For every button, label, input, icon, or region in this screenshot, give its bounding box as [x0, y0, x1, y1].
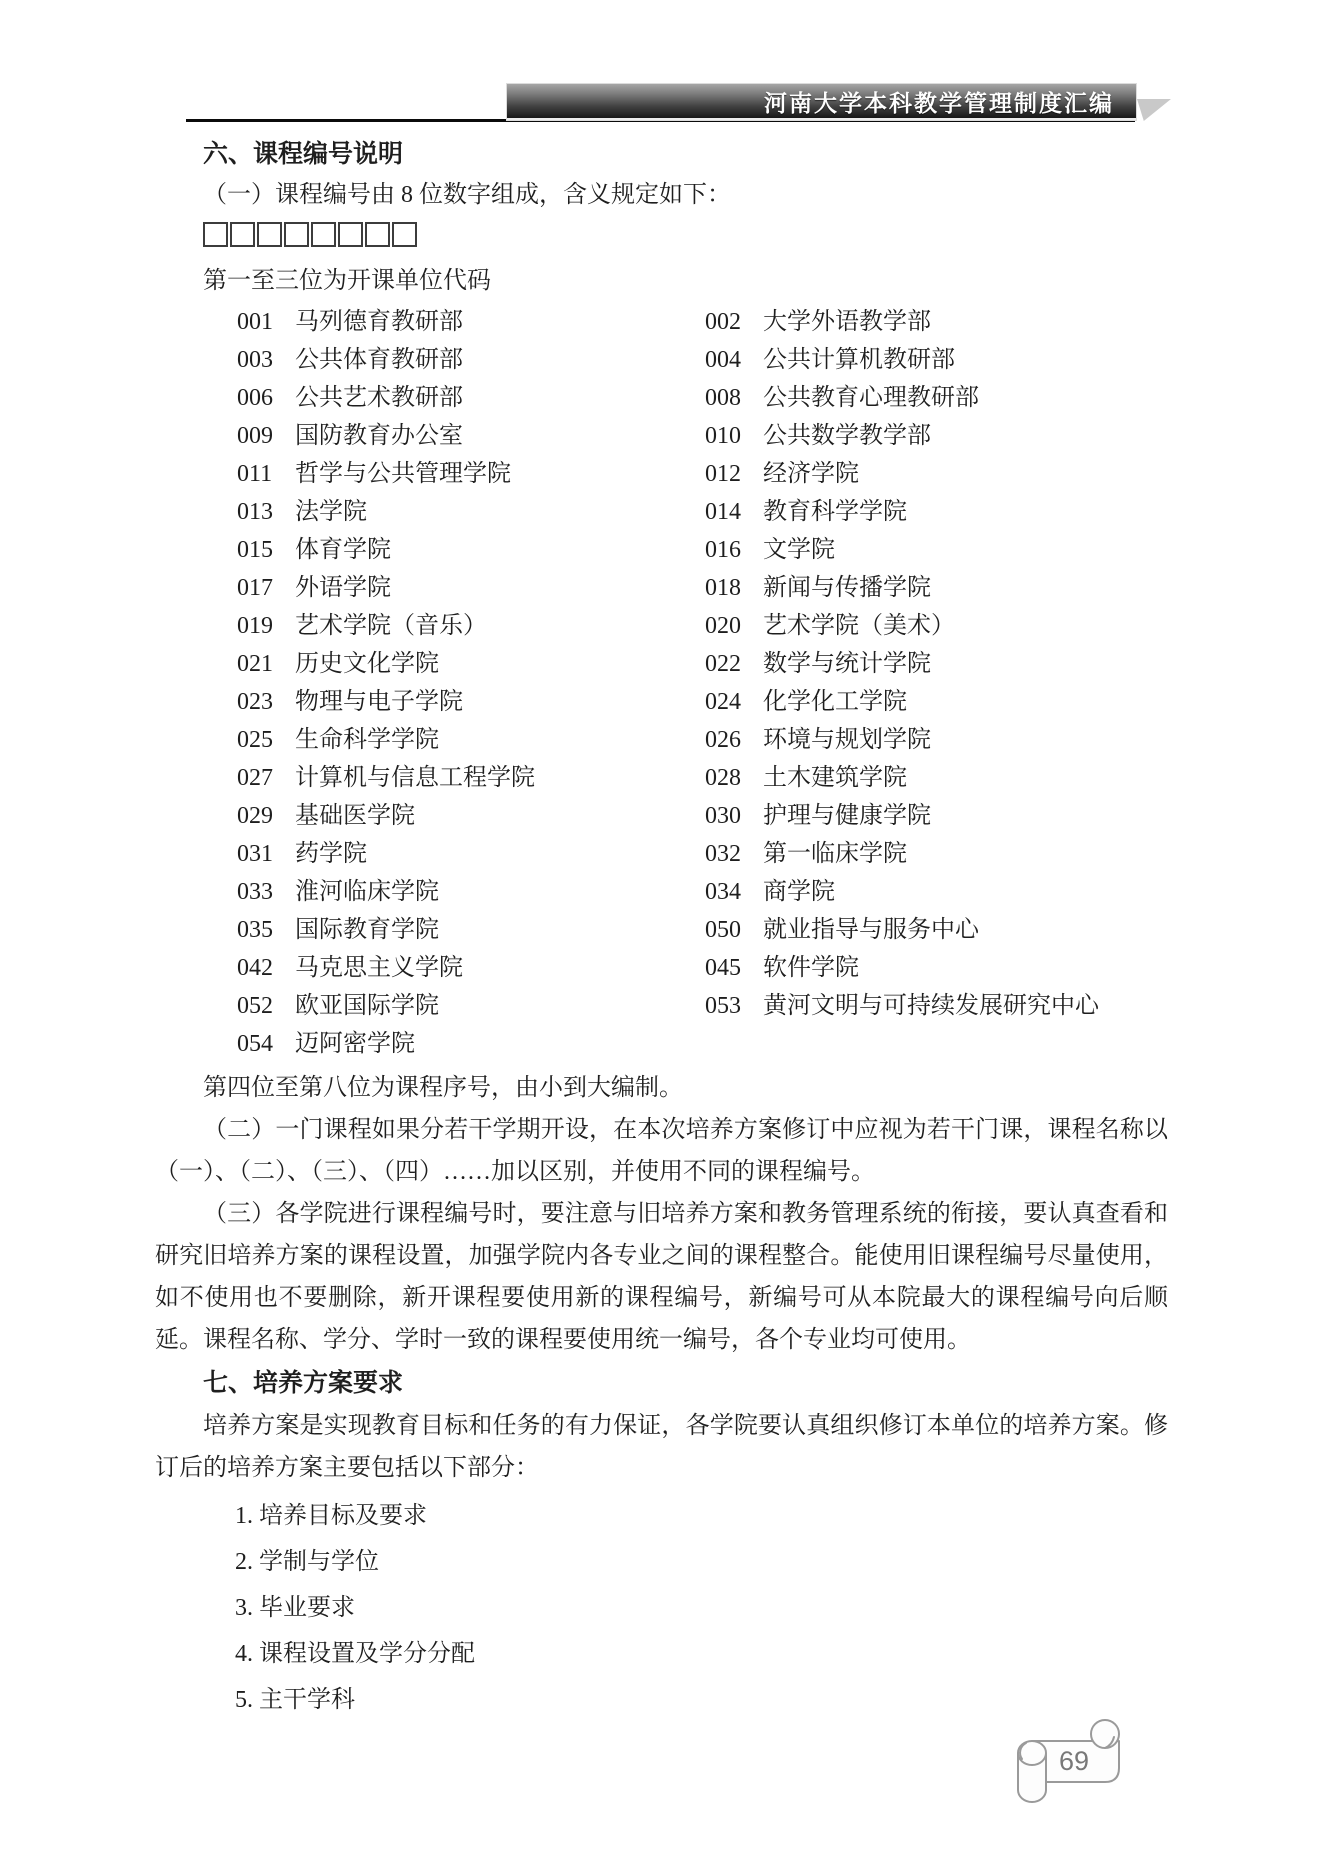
- unit-code: 020: [705, 613, 741, 639]
- unit-code: 018: [705, 575, 741, 601]
- unit-name: 大学外语教学部: [763, 309, 931, 335]
- unit-code: 006: [237, 385, 273, 411]
- section6-heading: 六、课程编号说明: [203, 140, 404, 168]
- digit-box: [365, 222, 390, 247]
- plan-item: 3. 毕业要求: [235, 1595, 355, 1621]
- unit-code-row: [155, 873, 1168, 911]
- plan-item: 4. 课程设置及学分分配: [235, 1641, 475, 1667]
- unit-name: 艺术学院（美术）: [763, 613, 955, 639]
- page-content: [155, 134, 1168, 1723]
- unit-name: 就业指导与服务中心: [763, 917, 979, 943]
- unit-code: 032: [705, 841, 741, 867]
- unit-name: 化学化工学院: [763, 689, 907, 715]
- digit-box: [338, 222, 363, 247]
- unit-name: 新闻与传播学院: [763, 575, 931, 601]
- unit-code-row: [155, 303, 1168, 341]
- unit-code: 017: [237, 575, 273, 601]
- unit-name: 公共教育心理教研部: [763, 385, 979, 411]
- section6-para3: （三）各学院进行课程编号时，要注意与旧培养方案和教务管理系统的衔接，要认真查看和研究旧培养方案的课程设置，加强学院内各专业之间的课程整合。能使用旧课程编号尽量使用，如不使用也不要删除，新开课程要使用新的课程编号，新编号可从本院最大的课程编号向后顺延。课程名称、学分、学时一致的课程要使用统一编号，各个专业均可使用。: [155, 1201, 1168, 1353]
- unit-code-row: [155, 531, 1168, 569]
- unit-name: 马列德育教研部: [295, 309, 463, 335]
- digit-placeholder-boxes: [203, 222, 1168, 249]
- unit-name: 环境与规划学院: [763, 727, 931, 753]
- plan-item: 1. 培养目标及要求: [235, 1503, 427, 1529]
- unit-name: 法学院: [295, 499, 367, 525]
- unit-code: 027: [237, 765, 273, 791]
- unit-code: 001: [237, 309, 273, 335]
- unit-code: 054: [237, 1031, 273, 1057]
- unit-name: 淮河临床学院: [295, 879, 439, 905]
- unit-code-row: [155, 759, 1168, 797]
- unit-code: 014: [705, 499, 741, 525]
- unit-name: 公共计算机教研部: [763, 347, 955, 373]
- unit-code: 042: [237, 955, 273, 981]
- unit-code: 019: [237, 613, 273, 639]
- unit-code-list: [155, 303, 1168, 1063]
- unit-name: 经济学院: [763, 461, 859, 487]
- digit-box: [284, 222, 309, 247]
- unit-name: 迈阿密学院: [295, 1031, 415, 1057]
- unit-code: 024: [705, 689, 741, 715]
- section6-intro: （一）课程编号由 8 位数字组成，含义规定如下：: [203, 182, 731, 208]
- unit-name: 马克思主义学院: [295, 955, 463, 981]
- unit-name: 国际教育学院: [295, 917, 439, 943]
- unit-code: 003: [237, 347, 273, 373]
- banner-corner-triangle: [1137, 99, 1171, 121]
- unit-name: 文学院: [763, 537, 835, 563]
- unit-name: 公共艺术教研部: [295, 385, 463, 411]
- section7-heading: 七、培养方案要求: [203, 1369, 404, 1397]
- unit-code: 010: [705, 423, 741, 449]
- digit-box: [257, 222, 282, 247]
- unit-code: 025: [237, 727, 273, 753]
- header-banner: [507, 84, 1136, 120]
- unit-name: 艺术学院（音乐）: [295, 613, 487, 639]
- unit-name: [763, 1025, 1168, 1063]
- unit-code: 026: [705, 727, 741, 753]
- unit-code-row: [155, 607, 1168, 645]
- digit-box: [392, 222, 417, 247]
- unit-code-row: [155, 455, 1168, 493]
- unit-code: 022: [705, 651, 741, 677]
- unit-name: 商学院: [763, 879, 835, 905]
- unit-name: 药学院: [295, 841, 367, 867]
- unit-code: 004: [705, 347, 741, 373]
- unit-name: 第一临床学院: [763, 841, 907, 867]
- unit-code: 030: [705, 803, 741, 829]
- unit-code: 028: [705, 765, 741, 791]
- page-number: 69: [1058, 1746, 1090, 1776]
- unit-name: 黄河文明与可持续发展研究中心: [763, 993, 1099, 1019]
- unit-code: 015: [237, 537, 273, 563]
- digit-box: [203, 222, 228, 247]
- unit-code-row: [155, 797, 1168, 835]
- unit-name: 哲学与公共管理学院: [295, 461, 511, 487]
- unit-name: 数学与统计学院: [763, 651, 931, 677]
- digit-box: [230, 222, 255, 247]
- unit-name: 基础医学院: [295, 803, 415, 829]
- unit-code-row: [155, 493, 1168, 531]
- section7-para1: 培养方案是实现教育目标和任务的有力保证，各学院要认真组织修订本单位的培养方案。修订后的培养方案主要包括以下部分：: [155, 1413, 1168, 1481]
- unit-code: 009: [237, 423, 273, 449]
- plan-item: 2. 学制与学位: [235, 1549, 379, 1575]
- serial-number-note: 第四位至第八位为课程序号，由小到大编制。: [203, 1075, 683, 1101]
- unit-code-row: [155, 835, 1168, 873]
- unit-code-row: [155, 911, 1168, 949]
- unit-code: 052: [237, 993, 273, 1019]
- page-number-scroll: [1008, 1712, 1132, 1807]
- unit-code: 034: [705, 879, 741, 905]
- unit-code: 050: [705, 917, 741, 943]
- unit-name: 公共体育教研部: [295, 347, 463, 373]
- unit-name: 护理与健康学院: [763, 803, 931, 829]
- unit-code: 002: [705, 309, 741, 335]
- unit-code-row: [155, 987, 1168, 1025]
- unit-code-row: [155, 1025, 1168, 1063]
- unit-name: 软件学院: [763, 955, 859, 981]
- unit-code-row: [155, 645, 1168, 683]
- unit-name: 公共数学教学部: [763, 423, 931, 449]
- unit-name: 外语学院: [295, 575, 391, 601]
- unit-name: 体育学院: [295, 537, 391, 563]
- unit-code-row: [155, 721, 1168, 759]
- digit-box: [311, 222, 336, 247]
- unit-code: 045: [705, 955, 741, 981]
- unit-name: 欧亚国际学院: [295, 993, 439, 1019]
- unit-name: 教育科学学院: [763, 499, 907, 525]
- unit-code: [705, 1025, 763, 1063]
- unit-name: 历史文化学院: [295, 651, 439, 677]
- unit-code: 008: [705, 385, 741, 411]
- unit-code: 011: [237, 461, 273, 487]
- unit-code-row: [155, 341, 1168, 379]
- unit-name: 计算机与信息工程学院: [295, 765, 535, 791]
- unit-code: 021: [237, 651, 273, 677]
- unit-code: 035: [237, 917, 273, 943]
- unit-code: 053: [705, 993, 741, 1019]
- unit-name: 物理与电子学院: [295, 689, 463, 715]
- unit-name: 生命科学学院: [295, 727, 439, 753]
- header-banner-title: 河南大学本科教学管理制度汇编: [764, 90, 1114, 116]
- unit-code-row: [155, 569, 1168, 607]
- unit-code: 033: [237, 879, 273, 905]
- unit-code: 029: [237, 803, 273, 829]
- unit-code: 031: [237, 841, 273, 867]
- unit-code: 012: [705, 461, 741, 487]
- unit-name: 国防教育办公室: [295, 423, 463, 449]
- unit-code-row: [155, 683, 1168, 721]
- unit-code: 023: [237, 689, 273, 715]
- plan-item: 5. 主干学科: [235, 1687, 355, 1713]
- unit-code-row: [155, 949, 1168, 987]
- unit-code: 013: [237, 499, 273, 525]
- section6-para2: （二）一门课程如果分若干学期开设，在本次培养方案修订中应视为若干门课，课程名称以（一）、（二）、（三）、（四）……加以区别，并使用不同的课程编号。: [155, 1117, 1168, 1185]
- unit-code: 016: [705, 537, 741, 563]
- unit-name: 土木建筑学院: [763, 765, 907, 791]
- unit-code-row: [155, 417, 1168, 455]
- unit-code-row: [155, 379, 1168, 417]
- scroll-icon: [1008, 1712, 1132, 1807]
- training-plan-items: [235, 1493, 1168, 1723]
- code-list-caption: 第一至三位为开课单位代码: [203, 268, 491, 294]
